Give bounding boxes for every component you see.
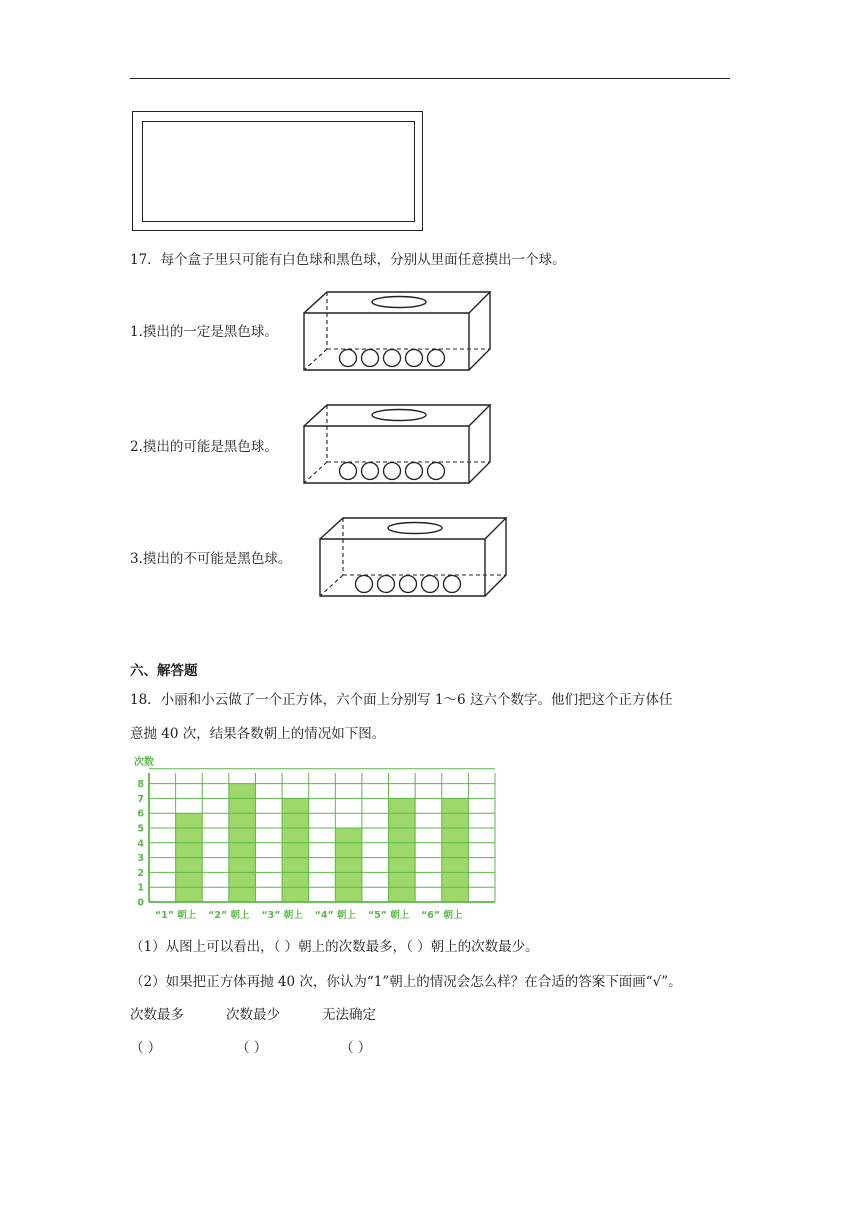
bar (282, 798, 309, 902)
box-side-edges (469, 292, 490, 370)
box-hidden-edge (304, 462, 327, 483)
q18-text-line2: 意抛 40 次，结果各数朝上的情况如下图。 (130, 726, 386, 742)
y-tick-label: 7 (137, 793, 144, 805)
ball (356, 576, 373, 593)
y-tick-label: 0 (137, 897, 144, 909)
ball (384, 350, 401, 367)
ball (444, 576, 461, 593)
q18-sub1: （1）从图上可以看出，（ ）朝上的次数最多，（ ）朝上的次数最少。 (130, 939, 539, 955)
blank-most[interactable]: （ ） (130, 1040, 162, 1056)
q18-sub2: （2）如果把正方体再抛 40 次，你认为“1”朝上的情况会怎么样？在合适的答案下面画“√”。 (130, 974, 682, 990)
box-1 (300, 290, 495, 375)
box-slot (388, 523, 442, 534)
blank-least[interactable]: （ ） (236, 1040, 268, 1056)
ball (340, 350, 357, 367)
ball (378, 576, 395, 593)
dice-bar-chart (134, 752, 504, 924)
box-slot (372, 410, 426, 421)
y-axis-label: 次数 (134, 757, 154, 768)
ball (400, 576, 417, 593)
box-hidden-edge (320, 575, 343, 596)
y-tick-label: 8 (137, 779, 144, 791)
box-slot (372, 297, 426, 308)
x-category-label: “2” 朝上 (208, 910, 250, 921)
box-3 (316, 516, 511, 601)
box-side-edges (469, 405, 490, 483)
y-tick-label: 5 (137, 823, 144, 835)
bar (335, 828, 362, 902)
y-tick-label: 4 (137, 838, 144, 850)
ball (362, 350, 379, 367)
blank-uncertain[interactable]: （ ） (340, 1040, 372, 1056)
ball (428, 463, 445, 480)
option-most: 次数最多 (130, 1007, 184, 1023)
box-hidden-edge (304, 349, 327, 370)
answer-frame-inner (142, 121, 415, 222)
y-tick-label: 1 (137, 882, 144, 894)
bar (389, 798, 416, 902)
x-category-label: “1” 朝上 (154, 910, 197, 921)
ball (362, 463, 379, 480)
header-rule (130, 78, 730, 79)
bar (442, 798, 469, 902)
option-least: 次数最少 (226, 1007, 280, 1023)
ball (428, 350, 445, 367)
q17-prompt: 17．每个盒子里只可能有白色球和黑色球，分别从里面任意摸出一个球。 (130, 252, 566, 268)
ball (340, 463, 357, 480)
q17-item-3-label: 3.摸出的不可能是黑色球。 (130, 551, 292, 567)
box-side-edges (485, 518, 506, 596)
option-uncertain: 无法确定 (322, 1007, 376, 1023)
ball (406, 463, 423, 480)
x-category-label: “4” 朝上 (314, 910, 357, 921)
q17-item-2-label: 2.摸出的可能是黑色球。 (130, 439, 278, 455)
ball (422, 576, 439, 593)
q18-text-line1: 18．小丽和小云做了一个正方体，六个面上分别写 1～6 这六个数字。他们把这个正方体任 (130, 692, 673, 708)
x-category-label: “5” 朝上 (367, 910, 410, 921)
ball (384, 463, 401, 480)
y-tick-label: 3 (137, 853, 144, 865)
section-heading: 六、解答题 (130, 663, 198, 679)
x-category-label: “3” 朝上 (261, 910, 303, 921)
ball (406, 350, 423, 367)
q17-item-1-label: 1.摸出的一定是黑色球。 (130, 324, 278, 340)
y-tick-label: 6 (137, 808, 144, 820)
x-category-label: “6” 朝上 (421, 910, 463, 921)
box-2 (300, 403, 495, 488)
y-tick-label: 2 (137, 867, 144, 879)
